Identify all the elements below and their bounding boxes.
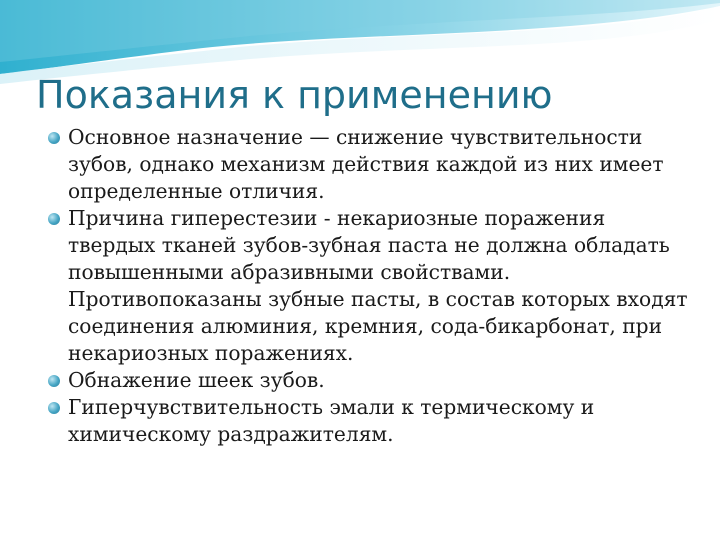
bullet-item — [44, 205, 694, 367]
bullet-icon — [48, 375, 60, 387]
bullet-text: Обнажение шеек зубов. — [68, 368, 325, 392]
bullet-list — [44, 124, 694, 448]
bullet-item — [44, 367, 694, 394]
bullet-icon — [48, 213, 60, 225]
slide-title: Показания к применению — [36, 73, 553, 117]
bullet-item — [44, 124, 694, 205]
bullet-icon — [48, 402, 60, 414]
bullet-icon — [48, 132, 60, 144]
bullet-item — [44, 394, 694, 448]
bullet-text: Гиперчувствительность эмали к термическому и химическому раздражителям. — [68, 395, 595, 446]
bullet-text: Основное назначение — снижение чувствительности зубов, однако механизм действия каждой из них имеет определенные отличия. — [68, 125, 664, 203]
bullet-text: Причина гиперестезии - некариозные поражения твердых тканей зубов-зубная паста не должна обладать повышенными абразивными свойствами. Противопоказаны зубные пасты, в состав которых входят соединения алюминия, кремния, сода-бикарбонат, при некариозных поражениях. — [68, 206, 688, 365]
